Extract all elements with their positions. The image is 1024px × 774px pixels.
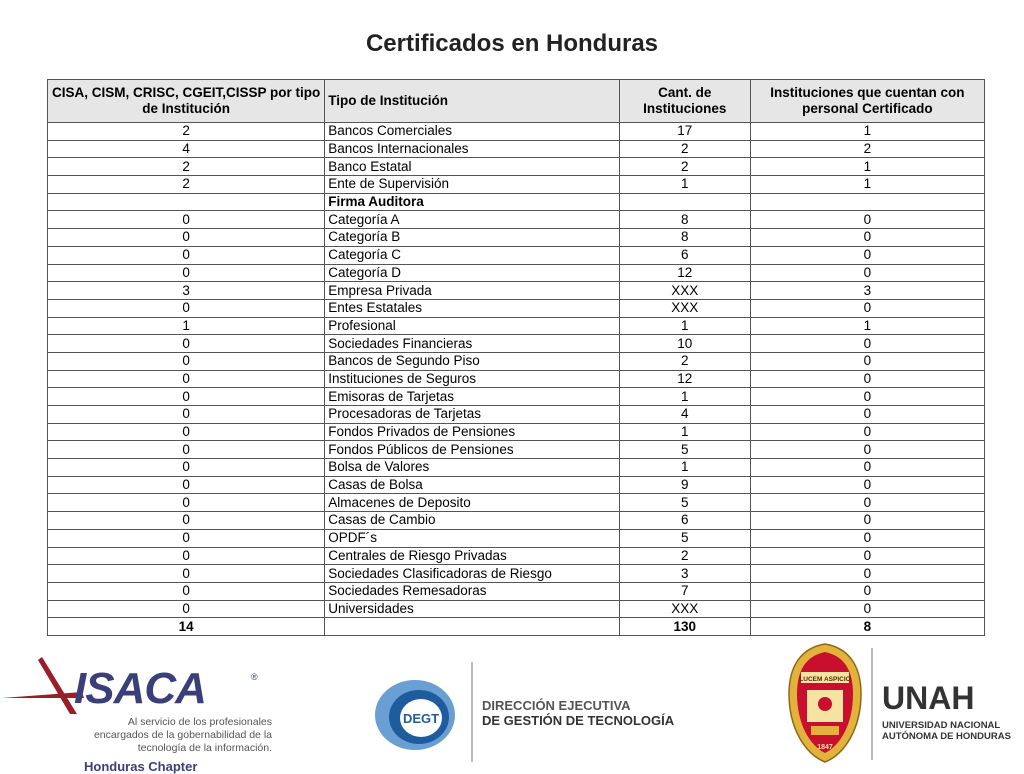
cell-certified-institutions: 0 — [750, 459, 984, 477]
table-body — [48, 123, 985, 636]
cell-institution-type: Centrales de Riesgo Privadas — [325, 547, 620, 565]
isaca-chapter: Honduras Chapter — [84, 759, 198, 774]
table-row — [48, 335, 985, 353]
cell-institution-count: 8 — [619, 229, 750, 247]
table-row — [48, 565, 985, 583]
cell-institution-count: 1 — [619, 423, 750, 441]
cell-institution-type: Casas de Cambio — [325, 512, 620, 530]
table-row — [48, 352, 985, 370]
cell-institution-count: 12 — [619, 264, 750, 282]
table-row — [48, 158, 985, 176]
cell-certified-count: 0 — [48, 264, 325, 282]
unah-subtitle-line2: AUTÓNOMA DE HONDURAS — [882, 731, 1011, 742]
cell-certified-institutions: 0 — [750, 441, 984, 459]
page-title: Certificados en Honduras — [365, 30, 659, 57]
cell-institution-type: Sociedades Financieras — [325, 335, 620, 353]
cell-certified-count: 0 — [48, 299, 325, 317]
table-row — [48, 229, 985, 247]
cell-certified-institutions: 0 — [750, 264, 984, 282]
degt-emblem-icon — [373, 678, 457, 752]
footer-logos — [0, 640, 1024, 774]
cell-institution-count: 2 — [619, 158, 750, 176]
cell-certified-institutions: 0 — [750, 246, 984, 264]
cell-certified-institutions: 0 — [750, 600, 984, 618]
cell-institution-type: OPDF´s — [325, 529, 620, 547]
table-row — [48, 246, 985, 264]
isaca-tagline-line: tecnología de la información. — [137, 742, 272, 754]
cell-institution-type: Bancos Comerciales — [325, 123, 620, 141]
unah-subtitle — [882, 720, 1011, 742]
cell-certified-count: 2 — [48, 123, 325, 141]
table-row — [48, 193, 985, 211]
unah-crest-year: 1847 — [817, 744, 833, 751]
cell-institution-type: Bancos de Segundo Piso — [325, 352, 620, 370]
cell-institution-type: Categoría D — [325, 264, 620, 282]
cell-institution-type: Sociedades Clasificadoras de Riesgo — [325, 565, 620, 583]
cell-certified-institutions: 0 — [750, 211, 984, 229]
cell-institution-type: Categoría A — [325, 211, 620, 229]
total-cell-institution-type — [325, 618, 620, 636]
isaca-logo — [2, 652, 272, 774]
table-row — [48, 529, 985, 547]
cell-institution-count: 1 — [619, 176, 750, 194]
cell-certified-institutions: 0 — [750, 352, 984, 370]
cell-institution-type: Universidades — [325, 600, 620, 618]
cell-institution-count: 1 — [619, 459, 750, 477]
header-institution-type: Tipo de Institución — [325, 80, 620, 123]
cell-certified-institutions: 3 — [750, 282, 984, 300]
cell-certified-count: 4 — [48, 140, 325, 158]
cell-certified-count: 0 — [48, 211, 325, 229]
cell-institution-count: 10 — [619, 335, 750, 353]
cell-certified-count: 0 — [48, 423, 325, 441]
cell-certified-count: 2 — [48, 176, 325, 194]
cell-institution-type: Categoría C — [325, 246, 620, 264]
cell-institution-count: 17 — [619, 123, 750, 141]
cell-certified-institutions: 0 — [750, 335, 984, 353]
cell-institution-count: XXX — [619, 600, 750, 618]
certificates-table — [47, 79, 985, 636]
cell-institution-type: Fondos Privados de Pensiones — [325, 423, 620, 441]
degt-line1: DIRECCIÓN EJECUTIVA — [482, 698, 631, 713]
table-row — [48, 282, 985, 300]
cell-certified-institutions: 0 — [750, 476, 984, 494]
table-row — [48, 512, 985, 530]
cell-institution-type: Almacenes de Deposito — [325, 494, 620, 512]
cell-certified-count: 0 — [48, 512, 325, 530]
table-row — [48, 476, 985, 494]
cell-institution-count: XXX — [619, 299, 750, 317]
table-row — [48, 317, 985, 335]
degt-acronym: DEGT — [402, 711, 440, 726]
isaca-wordmark: ISACA — [74, 664, 206, 713]
cell-institution-count: 5 — [619, 441, 750, 459]
cell-institution-type: Bancos Internacionales — [325, 140, 620, 158]
cell-institution-count: 1 — [619, 317, 750, 335]
cell-institution-count: 4 — [619, 406, 750, 424]
unah-crest-icon — [787, 642, 863, 764]
cell-institution-type: Categoría B — [325, 229, 620, 247]
cell-institution-count: 9 — [619, 476, 750, 494]
cell-certified-count — [48, 193, 325, 211]
cell-institution-type: Emisoras de Tarjetas — [325, 388, 620, 406]
cell-institution-count: 7 — [619, 582, 750, 600]
cell-certified-institutions: 1 — [750, 123, 984, 141]
cell-certified-count: 0 — [48, 494, 325, 512]
degt-text — [482, 698, 674, 728]
unah-wordmark: UNAH — [882, 680, 975, 716]
cell-certified-count: 0 — [48, 406, 325, 424]
cell-certified-count: 0 — [48, 459, 325, 477]
isaca-tagline-line: Al servicio de los profesionales — [127, 716, 272, 728]
cell-institution-type: Bolsa de Valores — [325, 459, 620, 477]
cell-institution-type: Sociedades Remesadoras — [325, 582, 620, 600]
cell-certified-institutions: 0 — [750, 229, 984, 247]
table-row — [48, 140, 985, 158]
cell-certified-institutions: 0 — [750, 494, 984, 512]
table-row — [48, 264, 985, 282]
cell-certified-count: 0 — [48, 476, 325, 494]
table-row — [48, 299, 985, 317]
table-row — [48, 600, 985, 618]
total-cell-institution-count: 130 — [619, 618, 750, 636]
isaca-registered: ® — [251, 672, 258, 682]
cell-certified-count: 0 — [48, 388, 325, 406]
cell-certified-count: 0 — [48, 600, 325, 618]
header-certifications: CISA, CISM, CRISC, CGEIT,CISSP por tipo de Institución — [48, 80, 325, 123]
table-row — [48, 459, 985, 477]
table-total-row — [48, 618, 985, 636]
header-certified-institutions: Instituciones que cuentan con personal Certificado — [750, 80, 984, 123]
cell-institution-count: XXX — [619, 282, 750, 300]
table-row — [48, 423, 985, 441]
cell-institution-count: 2 — [619, 140, 750, 158]
table-row — [48, 123, 985, 141]
table-row — [48, 494, 985, 512]
logo-divider — [871, 648, 873, 760]
cell-certified-count: 0 — [48, 547, 325, 565]
unah-crest-motto: LUCEM ASPICIO — [799, 676, 851, 683]
cell-certified-institutions: 0 — [750, 388, 984, 406]
unah-subtitle-line1: UNIVERSIDAD NACIONAL — [882, 720, 1001, 731]
cell-certified-institutions: 0 — [750, 370, 984, 388]
cell-certified-institutions: 1 — [750, 317, 984, 335]
cell-certified-count: 0 — [48, 529, 325, 547]
cell-certified-count: 0 — [48, 370, 325, 388]
cell-certified-institutions: 0 — [750, 512, 984, 530]
cell-certified-institutions: 0 — [750, 565, 984, 583]
cell-certified-count: 0 — [48, 582, 325, 600]
cell-institution-count: 5 — [619, 494, 750, 512]
total-cell-certified-count: 14 — [48, 618, 325, 636]
degt-line2: DE GESTIÓN DE TECNOLOGÍA — [482, 713, 675, 728]
table-row — [48, 406, 985, 424]
table-row — [48, 211, 985, 229]
cell-institution-count: 8 — [619, 211, 750, 229]
cell-certified-count: 0 — [48, 441, 325, 459]
cell-institution-count: 1 — [619, 388, 750, 406]
cell-certified-institutions: 0 — [750, 529, 984, 547]
cell-certified-institutions: 0 — [750, 299, 984, 317]
cell-certified-count: 3 — [48, 282, 325, 300]
cell-institution-type: Banco Estatal — [325, 158, 620, 176]
table-row — [48, 388, 985, 406]
cell-institution-count: 6 — [619, 512, 750, 530]
cell-certified-institutions: 0 — [750, 582, 984, 600]
cell-institution-count: 5 — [619, 529, 750, 547]
cell-institution-count: 2 — [619, 547, 750, 565]
cell-certified-institutions: 1 — [750, 176, 984, 194]
cell-certified-institutions: 2 — [750, 140, 984, 158]
table-row — [48, 547, 985, 565]
cell-certified-count: 2 — [48, 158, 325, 176]
cell-institution-type: Casas de Bolsa — [325, 476, 620, 494]
cell-certified-count: 0 — [48, 352, 325, 370]
isaca-tagline — [32, 716, 272, 755]
cell-certified-institutions: 1 — [750, 158, 984, 176]
cell-certified-count: 1 — [48, 317, 325, 335]
cell-certified-count: 0 — [48, 335, 325, 353]
cell-institution-count: 3 — [619, 565, 750, 583]
cell-institution-type: Entes Estatales — [325, 299, 620, 317]
cell-institution-type: Fondos Públicos de Pensiones — [325, 441, 620, 459]
cell-certified-count: 0 — [48, 565, 325, 583]
cell-institution-count: 2 — [619, 352, 750, 370]
cell-institution-type: Instituciones de Seguros — [325, 370, 620, 388]
isaca-tagline-line: encargados de la gobernabilidad de la — [93, 729, 272, 741]
cell-certified-count: 0 — [48, 229, 325, 247]
table-row — [48, 370, 985, 388]
logo-divider — [471, 662, 473, 762]
cell-institution-count: 6 — [619, 246, 750, 264]
cell-certified-institutions: 0 — [750, 406, 984, 424]
table-header-row — [48, 80, 985, 123]
cell-certified-institutions: 0 — [750, 547, 984, 565]
cell-certified-institutions: 0 — [750, 423, 984, 441]
cell-certified-count: 0 — [48, 246, 325, 264]
cell-institution-count: 12 — [619, 370, 750, 388]
header-institution-count: Cant. de Instituciones — [619, 80, 750, 123]
cell-institution-type: Ente de Supervisión — [325, 176, 620, 194]
cell-institution-type: Firma Auditora — [325, 193, 620, 211]
table-row — [48, 176, 985, 194]
table-row — [48, 582, 985, 600]
cell-institution-type: Empresa Privada — [325, 282, 620, 300]
cell-institution-type: Profesional — [325, 317, 620, 335]
cell-institution-type: Procesadoras de Tarjetas — [325, 406, 620, 424]
cell-institution-count — [619, 193, 750, 211]
cell-certified-institutions — [750, 193, 984, 211]
table-row — [48, 441, 985, 459]
total-cell-certified-institutions: 8 — [750, 618, 984, 636]
